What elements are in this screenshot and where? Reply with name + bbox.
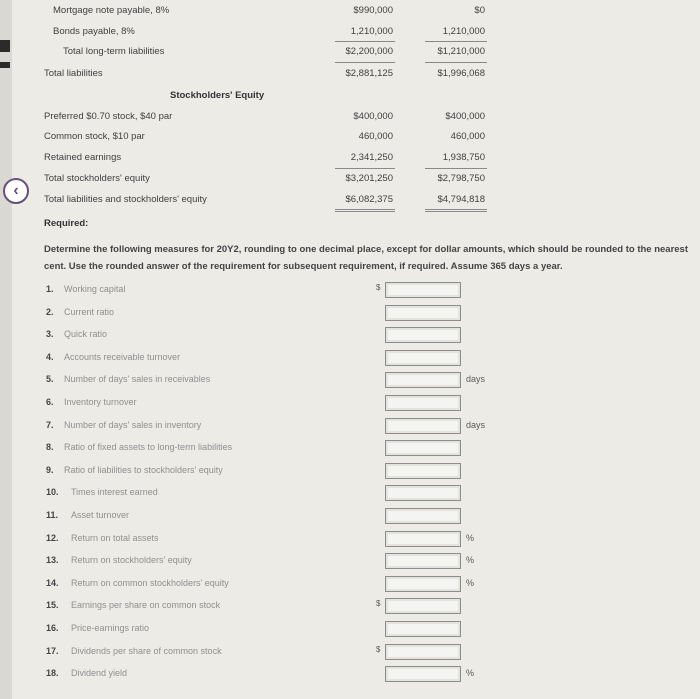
back-chevron-button[interactable] (3, 178, 29, 204)
question-label: Current ratio (64, 307, 115, 317)
answer-input[interactable] (385, 598, 461, 614)
answer-input[interactable] (385, 621, 461, 637)
answer-input[interactable] (385, 350, 461, 366)
question-number: 6. (46, 397, 54, 407)
question-label: Dividends per share of common stock (71, 646, 222, 656)
question-number: 1. (46, 284, 54, 294)
amount-20y1: $1,210,000 (437, 46, 485, 57)
answer-input[interactable] (385, 553, 461, 569)
answer-input[interactable] (385, 508, 461, 524)
question-label: Return on total assets (71, 533, 159, 543)
answer-input[interactable] (385, 666, 461, 682)
double-rule (425, 211, 487, 212)
answer-input[interactable] (385, 440, 461, 456)
rule (335, 41, 395, 42)
double-rule (335, 209, 395, 210)
answer-input[interactable] (385, 327, 461, 343)
row-label: Total liabilities (44, 68, 103, 79)
row-label: Total long-term liabilities (63, 46, 165, 57)
chevron-left-icon: ‹ (13, 182, 19, 199)
row-label: Bonds payable, 8% (53, 26, 135, 37)
row-label: Retained earnings (44, 152, 122, 163)
question-label: Number of days' sales in receivables (64, 374, 211, 384)
answer-input[interactable] (385, 531, 461, 547)
amount-20y2: $3,201,250 (345, 173, 393, 184)
question-number: 4. (46, 352, 54, 362)
question-label: Working capital (64, 284, 126, 294)
double-rule (425, 209, 487, 210)
question-number: 7. (46, 420, 54, 430)
amount-20y1: 1,210,000 (442, 26, 485, 37)
unit-label: % (466, 555, 475, 565)
unit-label: % (466, 578, 475, 588)
left-edge-strip (0, 0, 12, 699)
question-label: Dividend yield (71, 668, 128, 678)
edge-marker (0, 40, 10, 52)
amount-20y2: $990,000 (353, 5, 393, 16)
rule (425, 41, 487, 42)
amount-20y2: 1,210,000 (350, 26, 393, 37)
question-number: 9. (46, 465, 54, 475)
question-number: 5. (46, 374, 54, 384)
amount-20y2: 2,341,250 (350, 152, 393, 163)
answer-input[interactable] (385, 305, 461, 321)
amount-20y2: 460,000 (358, 131, 393, 142)
question-number: 14. (46, 578, 59, 588)
question-label: Times interest earned (71, 487, 158, 497)
question-number: 10. (46, 487, 59, 497)
question-number: 13. (46, 555, 59, 565)
rule (425, 62, 487, 63)
answer-input[interactable] (385, 576, 461, 592)
answer-input[interactable] (385, 644, 461, 660)
amount-20y2: $2,881,125 (345, 68, 393, 79)
unit-label: days (466, 420, 486, 430)
question-number: 12. (46, 533, 59, 543)
instructions-text: Determine the following measures for 20Y2, rounding to one decimal place, except for dollar amounts, which should be rounded to the nearest cent. Use the rounded answer of the requirement for subsequent requirement, if required. Assume 365 days a year. (44, 244, 689, 272)
dollar-sign: $ (376, 645, 381, 654)
question-label: Return on common stockholders' equity (71, 578, 229, 588)
amount-20y1: $0 (474, 5, 485, 16)
unit-label: days (466, 374, 486, 384)
question-number: 17. (46, 646, 59, 656)
question-label: Ratio of fixed assets to long-term liabilities (64, 442, 233, 452)
row-label: Preferred $0.70 stock, $40 par (44, 111, 173, 122)
amount-20y1: $1,996,068 (437, 68, 485, 79)
question-label: Quick ratio (64, 329, 108, 339)
dollar-sign: $ (376, 283, 381, 292)
question-label: Asset turnover (71, 510, 130, 520)
question-label: Ratio of liabilities to stockholders' equity (64, 465, 223, 475)
answer-input[interactable] (385, 395, 461, 411)
question-number: 2. (46, 307, 54, 317)
question-label: Accounts receivable turnover (64, 352, 181, 362)
question-number: 18. (46, 668, 59, 678)
question-label: Price-earnings ratio (71, 623, 150, 633)
edge-marker (0, 62, 10, 68)
double-rule (335, 211, 395, 212)
answer-input[interactable] (385, 282, 461, 298)
question-label: Inventory turnover (64, 397, 137, 407)
amount-20y2: $400,000 (353, 111, 393, 122)
section-heading: Stockholders' Equity (170, 90, 265, 101)
unit-label: % (466, 668, 475, 678)
question-number: 15. (46, 600, 59, 610)
answer-input[interactable] (385, 463, 461, 479)
answer-input[interactable] (385, 418, 461, 434)
row-label: Total liabilities and stockholders' equity (44, 194, 207, 205)
amount-20y2: $6,082,375 (345, 194, 393, 205)
question-number: 11. (46, 510, 59, 520)
amount-20y1: 1,938,750 (442, 152, 485, 163)
rule (335, 168, 395, 169)
rule (425, 168, 487, 169)
answer-input[interactable] (385, 372, 461, 388)
amount-20y1: 460,000 (450, 131, 485, 142)
required-label: Required: (44, 218, 89, 229)
question-label: Return on stockholders' equity (71, 555, 192, 565)
amount-20y1: $400,000 (445, 111, 485, 122)
row-label: Total stockholders' equity (44, 173, 150, 184)
answer-input[interactable] (385, 485, 461, 501)
question-label: Number of days' sales in inventory (64, 420, 202, 430)
question-number: 8. (46, 442, 54, 452)
amount-20y1: $2,798,750 (437, 173, 485, 184)
question-number: 16. (46, 623, 59, 633)
unit-label: % (466, 533, 475, 543)
rule (335, 62, 395, 63)
row-label: Common stock, $10 par (44, 131, 145, 142)
dollar-sign: $ (376, 599, 381, 608)
row-label: Mortgage note payable, 8% (53, 5, 170, 16)
question-label: Earnings per share on common stock (71, 600, 221, 610)
amount-20y2: $2,200,000 (345, 46, 393, 57)
amount-20y1: $4,794,818 (437, 194, 485, 205)
question-number: 3. (46, 329, 54, 339)
